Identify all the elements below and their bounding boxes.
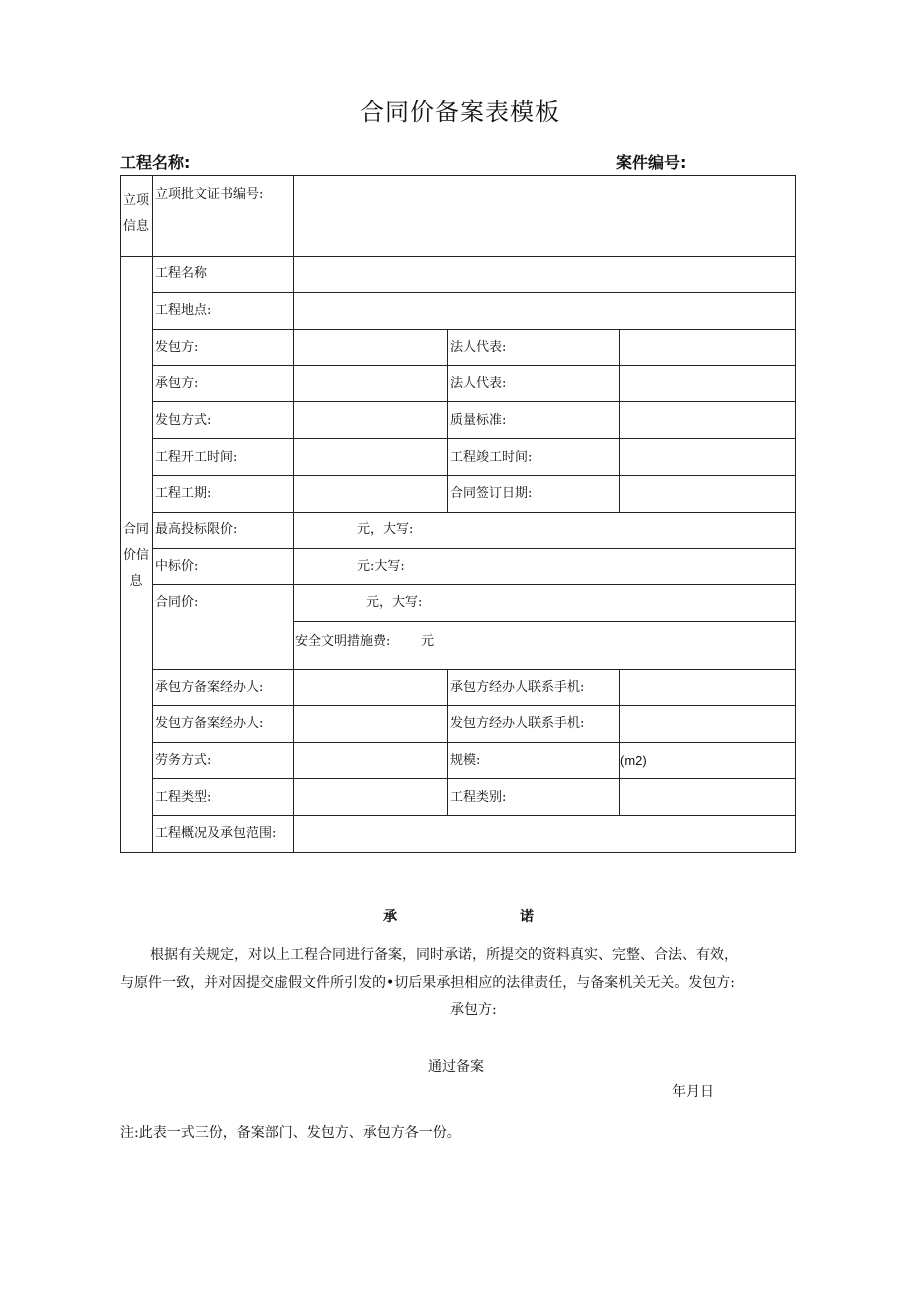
contractor-signature-label: 承包方:	[450, 1002, 497, 1018]
project-location-field[interactable]	[296, 296, 792, 324]
contractor-agent-phone-field[interactable]	[622, 673, 792, 701]
table-divider	[152, 742, 796, 743]
employer-legal-rep-field[interactable]	[622, 333, 792, 361]
table-divider	[152, 475, 796, 476]
duration-label: 工程工期:	[155, 486, 212, 501]
overview-scope-field[interactable]	[296, 819, 792, 847]
table-divider	[152, 778, 796, 779]
max-bid-limit-unit: 元，大写:	[357, 522, 414, 537]
employer-agent-phone-field[interactable]	[622, 709, 792, 737]
start-time-field[interactable]	[296, 442, 444, 470]
section-label-contract-price: 合同 价信 息	[122, 522, 149, 587]
scale-label: 规模:	[450, 753, 481, 768]
date-label: 年月日	[672, 1084, 714, 1100]
employer-label: 发包方:	[155, 340, 199, 355]
project-location-label: 工程地点:	[155, 303, 212, 318]
project-name-row-label: 工程名称	[155, 266, 208, 281]
labor-method-label: 劳务方式:	[155, 753, 212, 768]
project-type-field[interactable]	[296, 782, 444, 810]
employer-filing-agent-field[interactable]	[296, 709, 444, 737]
table-divider	[120, 256, 796, 257]
contractor-filing-agent-field[interactable]	[296, 673, 444, 701]
table-divider	[152, 175, 153, 853]
table-divider	[293, 175, 294, 853]
table-divider	[152, 438, 796, 439]
pledge-title-char-2: 诺	[520, 909, 534, 925]
table-divider	[152, 669, 796, 670]
table-divider	[152, 512, 796, 513]
table-divider	[152, 401, 796, 402]
quality-standard-label: 质量标准:	[450, 413, 507, 428]
start-time-label: 工程开工时间:	[155, 450, 238, 465]
table-divider	[152, 548, 796, 549]
employer-legal-rep-label: 法人代表:	[450, 340, 507, 355]
project-category-field[interactable]	[622, 782, 792, 810]
overview-scope-label: 工程概况及承包范围:	[155, 826, 277, 841]
pledge-text-line-1: 根据有关规定，对以上工程合同进行备案，同时承诺，所提交的资料真实、完整、合法、有效，	[150, 947, 738, 963]
quality-standard-field[interactable]	[622, 405, 792, 433]
table-divider	[152, 584, 796, 585]
project-type-label: 工程类型:	[155, 790, 212, 805]
employer-field[interactable]	[296, 333, 444, 361]
winning-bid-label: 中标价:	[155, 559, 199, 574]
case-number-label: 案件编号:	[616, 153, 687, 172]
safety-fee-unit: 元	[421, 634, 435, 649]
table-divider	[447, 329, 448, 512]
employer-filing-agent-label: 发包方备案经办人:	[155, 716, 264, 731]
table-divider	[152, 292, 796, 293]
employer-agent-phone-label: 发包方经办人联系手机:	[450, 716, 585, 731]
table-divider	[152, 365, 796, 366]
contract-price-unit: 元，大写:	[366, 595, 423, 610]
approval-number-label: 立项批文证书编号:	[155, 187, 264, 202]
contractor-legal-rep-label: 法人代表:	[450, 376, 507, 391]
table-divider	[152, 329, 796, 330]
section-label-approval: 立项 信息	[122, 193, 149, 234]
contractor-legal-rep-field[interactable]	[622, 369, 792, 397]
approval-number-field[interactable]	[296, 182, 792, 252]
scale-unit: (m2)	[620, 753, 647, 768]
completion-time-field[interactable]	[622, 442, 792, 470]
project-name-field[interactable]	[296, 260, 792, 288]
table-divider	[152, 705, 796, 706]
table-divider	[619, 329, 620, 512]
contract-price-label: 合同价:	[155, 595, 199, 610]
table-divider	[293, 621, 796, 622]
labor-method-field[interactable]	[296, 746, 444, 774]
completion-time-label: 工程竣工时间:	[450, 450, 533, 465]
sign-date-field[interactable]	[622, 479, 792, 507]
contractor-label: 承包方:	[155, 376, 199, 391]
contractor-filing-agent-label: 承包方备案经办人:	[155, 680, 264, 695]
project-category-label: 工程类别:	[450, 790, 507, 805]
safety-fee-label: 安全文明措施费:	[295, 634, 391, 649]
max-bid-limit-label: 最高投标限价:	[155, 522, 238, 537]
pledge-text-line-2: 与原件一致，并对因提交虚假文件所引发的•切后果承担相应的法律责任，与备案机关无关。发包方:	[120, 975, 735, 991]
footnote: 注:此表一式三份，备案部门、发包方、承包方各一份。	[120, 1125, 461, 1141]
contractor-field[interactable]	[296, 369, 444, 397]
filed-stamp-text: 通过备案	[428, 1059, 484, 1075]
sign-date-label: 合同签订日期:	[450, 486, 533, 501]
project-name-label: 工程名称:	[120, 153, 191, 172]
winning-bid-unit: 元:大写:	[357, 559, 405, 574]
table-divider	[152, 815, 796, 816]
page-title: 合同价备案表模板	[360, 98, 560, 126]
contract-method-field[interactable]	[296, 405, 444, 433]
contract-method-label: 发包方式:	[155, 413, 212, 428]
contractor-agent-phone-label: 承包方经办人联系手机:	[450, 680, 585, 695]
duration-field[interactable]	[296, 479, 444, 507]
pledge-title-char-1: 承	[383, 909, 397, 925]
